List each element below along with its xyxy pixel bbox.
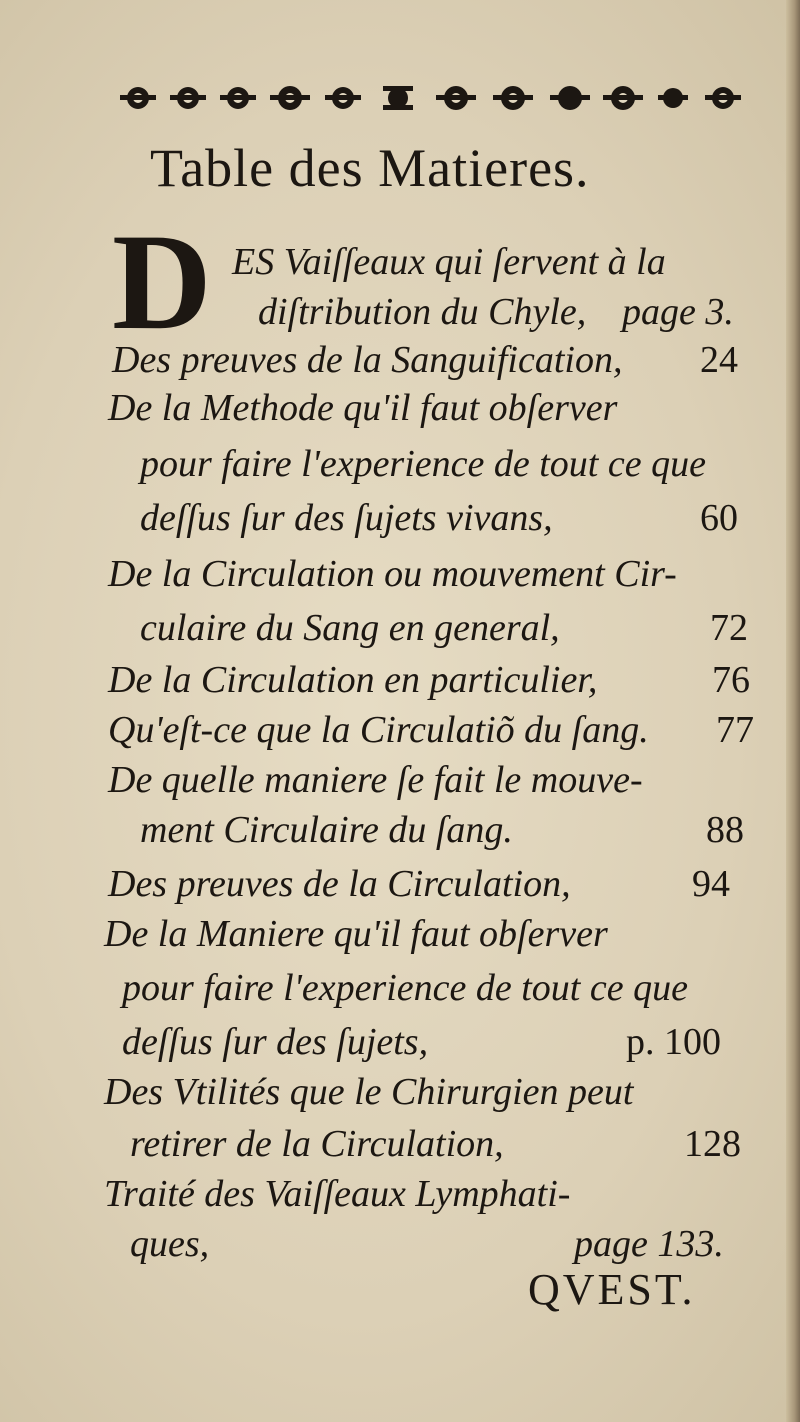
entry-1-page: page 3. <box>622 291 734 333</box>
entry-1-line-2: diſtribution du Chyle, <box>258 291 587 333</box>
entry-3-page: 60 <box>700 497 738 539</box>
entry-8-line-1: Des preuves de la Circulation, <box>108 863 571 905</box>
entry-10-page: 128 <box>684 1123 741 1165</box>
entry-6-page: 77 <box>716 709 754 751</box>
entry-11-page: page 133. <box>574 1223 724 1265</box>
entry-4-page: 72 <box>710 607 748 649</box>
entry-10-line-1: Des Vtilités que le Chirurgien peut <box>104 1071 634 1113</box>
entry-4-line-1: De la Circulation ou mouvement Cir- <box>108 553 677 595</box>
entry-11-line-1: Traité des Vaiſſeaux Lymphati- <box>104 1173 571 1215</box>
entry-9-page: p. 100 <box>626 1021 721 1063</box>
entry-5-page: 76 <box>712 659 750 701</box>
entry-3-line-3: deſſus ſur des ſujets vivans, <box>140 497 553 539</box>
drop-cap: D <box>112 205 212 358</box>
entry-7-line-1: De quelle maniere ſe fait le mouve- <box>108 759 643 801</box>
entry-1-line-1: ES Vaiſſeaux qui ſervent à la <box>232 241 666 283</box>
entry-5-line-1: De la Circulation en particulier, <box>108 659 598 701</box>
entry-9-line-3: deſſus ſur des ſujets, <box>122 1021 429 1063</box>
entry-8-page: 94 <box>692 863 730 905</box>
entry-7-page: 88 <box>706 809 744 851</box>
entry-11-line-2: ques, <box>130 1223 210 1265</box>
entry-3-line-1: De la Methode qu'il faut obſerver <box>108 387 618 429</box>
catchword: QVEST. <box>528 1265 696 1314</box>
entry-4-line-2: culaire du Sang en general, <box>140 607 560 649</box>
entry-7-line-2: ment Circulaire du ſang. <box>140 809 513 851</box>
entry-9-line-2: pour faire l'experience de tout ce que <box>122 967 688 1009</box>
entry-2-page: 24 <box>700 339 738 381</box>
entry-6-line-1: Qu'eſt-ce que la Circulatiõ du ſang. <box>108 709 649 751</box>
page-title: Table des Matieres. <box>150 138 590 198</box>
entry-9-line-1: De la Maniere qu'il faut obſerver <box>104 913 608 955</box>
entry-3-line-2: pour faire l'experience de tout ce que <box>140 443 706 485</box>
entry-10-line-2: retirer de la Circulation, <box>130 1123 504 1165</box>
entry-2-line-1: Des preuves de la Sanguification, <box>112 339 623 381</box>
